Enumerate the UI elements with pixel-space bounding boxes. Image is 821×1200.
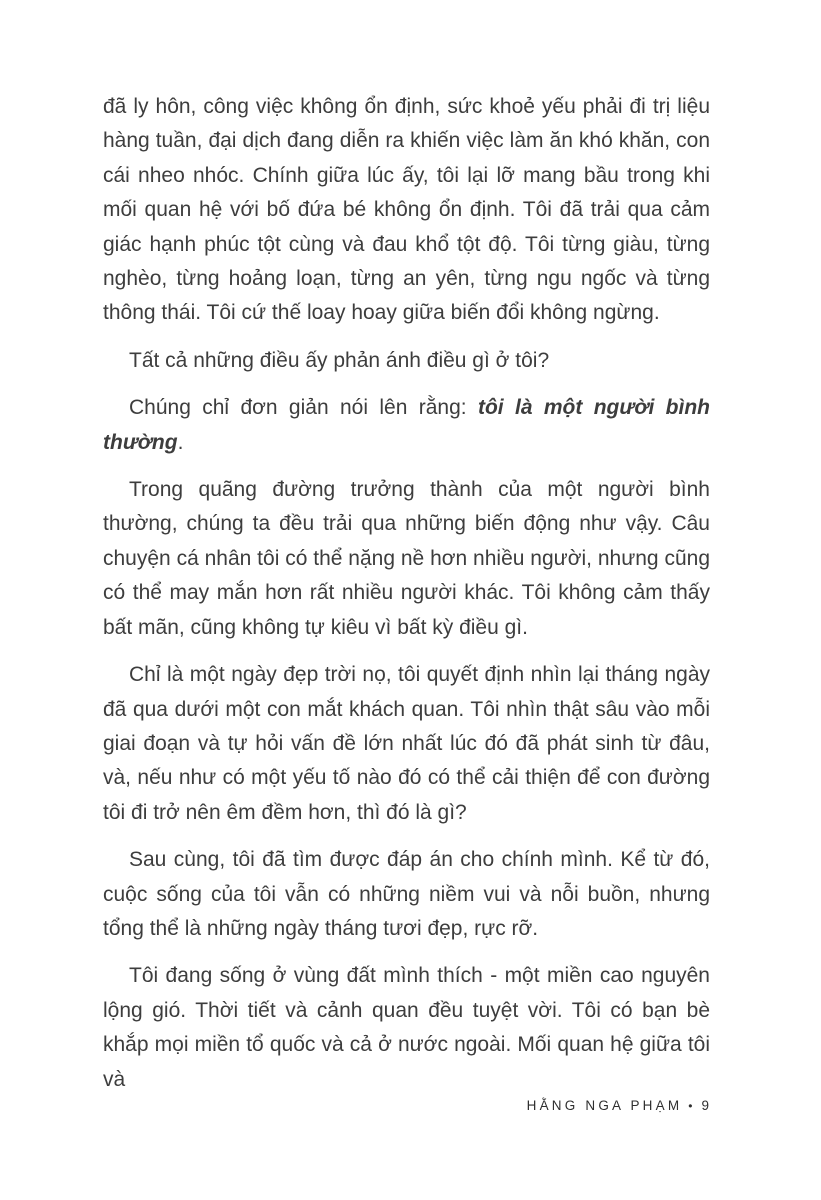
emphasized-phrase: tôi là một người bình thường [103, 396, 710, 454]
body-paragraph-conclusion: Sau cùng, tôi đã tìm được đáp án cho chính mình. Kể từ đó, cuộc sống của tôi vẫn có những niềm vui và nỗi buồn, nhưng tổng thể là những ngày tháng tươi đẹp, rực rỡ. [103, 848, 710, 940]
footer-author-name: HẰNG NGA PHẠM [526, 1098, 683, 1113]
body-paragraph-reflection: Chỉ là một ngày đẹp trời nọ, tôi quyết định nhìn lại tháng ngày đã qua dưới một con mắt khách quan. Tôi nhìn thật sâu vào mỗi giai đoạn và tự hỏi vấn đề lớn nhất lúc đó đã phát sinh từ đâu, và, nếu như có một yếu tố nào đó có thể cải thiện để con đường tôi đi trở nên êm đềm hơn, thì đó là gì? [103, 663, 710, 824]
body-paragraph-growth: Trong quãng đường trưởng thành của một người bình thường, chúng ta đều trải qua những biến động như vậy. Câu chuyện cá nhân tôi có thể nặng nề hơn nhiều người, nhưng cũng có thể may mắn hơn rất nhiều người khác. Tôi không cảm thấy bất mãn, cũng không tự kiêu vì bất kỳ điều gì. [103, 478, 710, 639]
footer-page-number: 9 [701, 1098, 710, 1113]
body-paragraph-continuation: đã ly hôn, công việc không ổn định, sức khoẻ yếu phải đi trị liệu hàng tuần, đại dịch đang diễn ra khiến việc làm ăn khó khăn, con cái nheo nhóc. Chính giữa lúc ấy, tôi lại lỡ mang bầu trong khi mối quan hệ với bố đứa bé không ổn định. Tôi đã trải qua cảm giác hạnh phúc tột cùng và đau khổ tột độ. Tôi từng giàu, từng nghèo, từng hoảng loạn, từng an yên, từng ngu ngốc và từng thông thái. Tôi cứ thế loay hoay giữa biến đổi không ngừng. [103, 95, 710, 325]
page-content [103, 90, 710, 1097]
page-footer [527, 1098, 710, 1113]
answer-prefix-text: Chúng chỉ đơn giản nói lên rằng: [129, 396, 478, 420]
body-paragraph-answer [103, 391, 710, 460]
body-paragraph-question: Tất cả những điều ấy phản ánh điều gì ở tôi? [129, 348, 550, 372]
body-paragraph-current-life: Tôi đang sống ở vùng đất mình thích - một miền cao nguyên lộng gió. Thời tiết và cảnh quan đều tuyệt vời. Tôi có bạn bè khắp mọi miền tổ quốc và cả ở nước ngoài. Mối quan hệ giữa tôi và [103, 964, 710, 1091]
footer-bullet-separator: • [688, 1098, 693, 1113]
answer-suffix-text: . [177, 430, 184, 454]
